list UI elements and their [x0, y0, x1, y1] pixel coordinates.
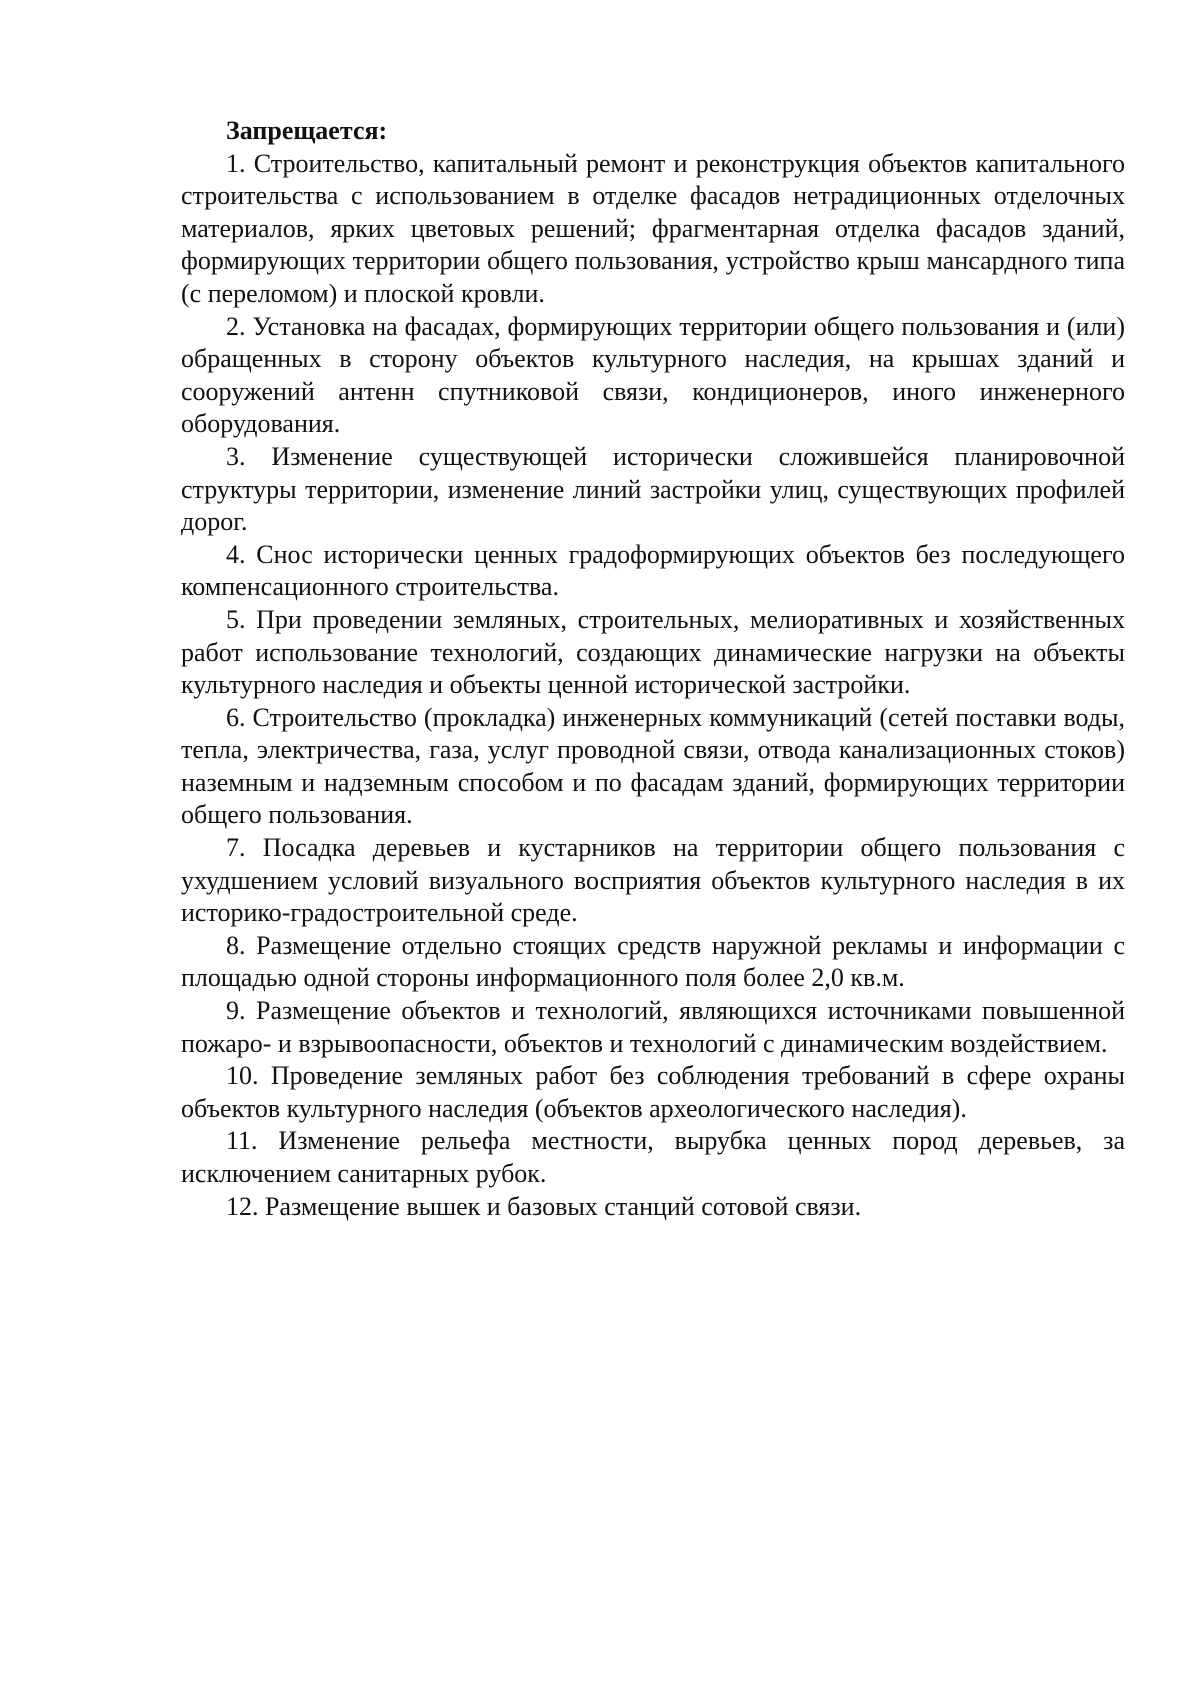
- prohibition-item-5: 5. При проведении земляных, строительных, мелиоративных и хозяйственных работ использование технологий, создающих динамические нагрузки на объекты культурного наследия и объекты ценной исторической застройки.: [181, 604, 1125, 700]
- prohibition-item-2: 2. Установка на фасадах, формирующих территории общего пользования и (или) обращенных в сторону объектов культурного наследия, на крышах зданий и сооружений антенн спутниковой связи, кондиционеров, иного инженерного оборудования.: [181, 311, 1125, 439]
- prohibition-item-4: 4. Снос исторически ценных градоформирующих объектов без последующего компенсационного строительства.: [181, 539, 1125, 602]
- prohibition-item-11: 11. Изменение рельефа местности, вырубка ценных пород деревьев, за исключением санитарных рубок.: [181, 1126, 1125, 1188]
- document-body: [181, 115, 1125, 1223]
- prohibition-item-6: 6. Строительство (прокладка) инженерных коммуникаций (сетей поставки воды, тепла, электричества, газа, услуг проводной связи, отвода канализационных стоков) наземным и надземным способом и по фасадам зданий, формирующих территории общего пользования.: [181, 702, 1125, 830]
- prohibition-item-1: 1. Строительство, капитальный ремонт и реконструкция объектов капитального строительства с использованием в отделке фасадов нетрадиционных отделочных материалов, ярких цветовых решений; фрагментарная отделка фасадов зданий, формирующих территории общего пользования, устройство крыш мансардного типа (с переломом) и плоской кровли.: [181, 148, 1125, 308]
- prohibition-item-9: 9. Размещение объектов и технологий, являющихся источниками повышенной пожаро- и взрывоопасности, объектов и технологий с динамическим воздействием.: [181, 996, 1125, 1058]
- prohibitions-heading: Запрещается:: [226, 116, 388, 145]
- prohibition-item-7: 7. Посадка деревьев и кустарников на территории общего пользования с ухудшением условий визуального восприятия объектов культурного наследия в их историко-градостроительной среде.: [181, 833, 1125, 928]
- prohibition-item-10: 10. Проведение земляных работ без соблюдения требований в сфере охраны объектов культурного наследия (объектов археологического наследия).: [181, 1061, 1125, 1123]
- prohibition-item-3: 3. Изменение существующей исторически сложившейся планировочной структуры территории, изменение линий застройки улиц, существующих профилей дорог.: [181, 441, 1125, 537]
- prohibition-item-12: 12. Размещение вышек и базовых станций сотовой связи.: [226, 1191, 862, 1221]
- prohibitions-list: [181, 148, 1125, 1224]
- prohibition-item-8: 8. Размещение отдельно стоящих средств наружной рекламы и информации с площадью одной стороны информационного поля более 2,0 кв.м.: [181, 930, 1125, 993]
